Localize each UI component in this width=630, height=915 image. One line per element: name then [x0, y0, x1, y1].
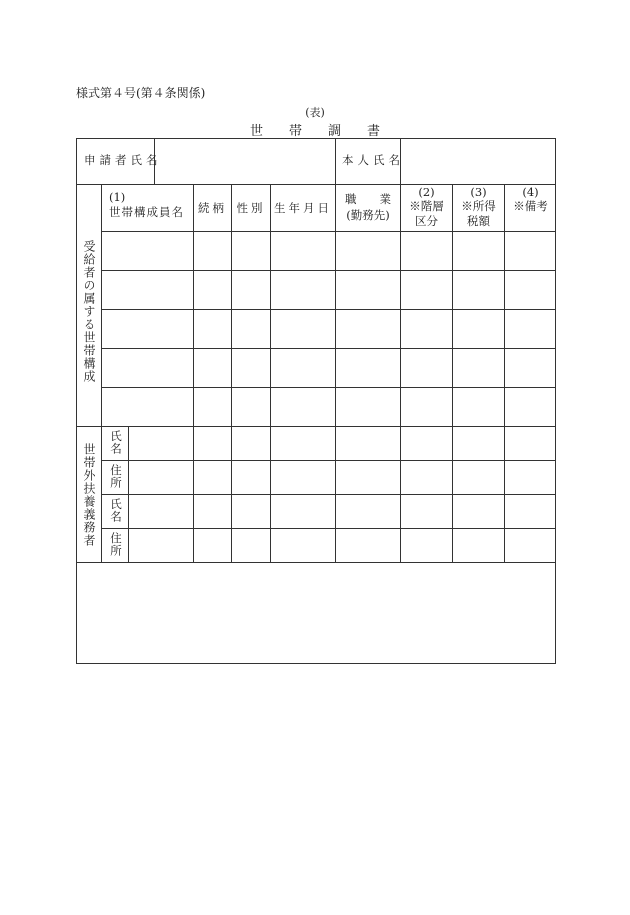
birthdate-header: 生年月日 [274, 201, 332, 215]
outside-address-label-2: 住所 [109, 532, 123, 557]
tax-header: ※所得 [461, 199, 496, 213]
remarks-number: (4) [522, 185, 539, 199]
members-number: (1) [109, 190, 126, 204]
outside-name-label-2: 氏名 [109, 498, 123, 523]
form-side-label: (表) [305, 106, 325, 119]
outside-section-label: 世帯外扶養義務者 [82, 443, 96, 547]
class-number: (2) [418, 185, 435, 199]
occupation-header: 職 業 [345, 192, 391, 206]
workplace-header: (勤務先) [346, 208, 390, 222]
tax-header-sub: 税額 [467, 214, 490, 228]
members-header: 世帯構成員名 [109, 205, 184, 219]
tax-number: (3) [470, 185, 487, 199]
household-table [76, 138, 556, 664]
relation-header: 続柄 [198, 201, 227, 215]
sex-header: 性別 [236, 201, 266, 215]
class-header-sub: 区分 [415, 214, 438, 228]
person-name-label: 本人氏名 [342, 153, 404, 167]
outside-address-label-1: 住所 [109, 464, 123, 489]
class-header: ※階層 [409, 199, 444, 213]
household-section-label: 受給者の属する世帯構成 [82, 240, 96, 383]
applicant-name-label: 申請者氏名 [84, 153, 162, 167]
form-number: 様式第４号(第４条関係) [76, 86, 206, 100]
outside-name-label-1: 氏名 [109, 430, 123, 455]
remarks-header: ※備考 [513, 199, 548, 213]
form-title: 世帯調書 [249, 124, 406, 139]
